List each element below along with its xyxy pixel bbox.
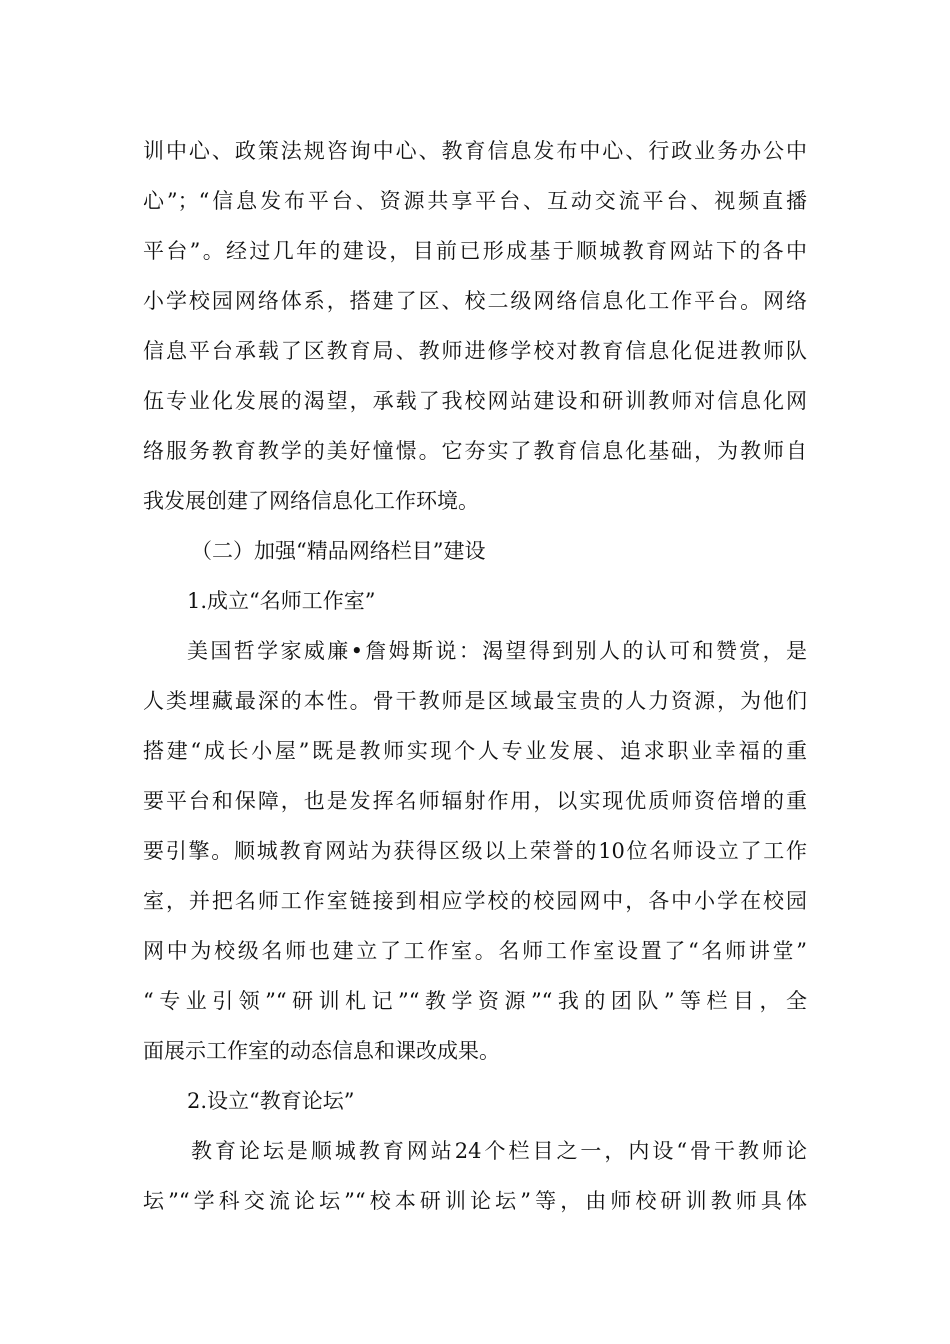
paragraph-line: 搭建“成长小屋”既是教师实现个人专业发展、追求职业幸福的重 xyxy=(143,739,807,763)
subsection-heading: 1.成立“名师工作室” xyxy=(187,589,376,613)
paragraph-line: 心”；“信息发布平台、资源共享平台、互动交流平台、视频直播 xyxy=(143,189,807,213)
paragraph-line: 美国哲学家威廉•詹姆斯说：渴望得到别人的认可和赞赏，是 xyxy=(187,639,807,663)
paragraph-line: 面展示工作室的动态信息和课改成果。 xyxy=(143,1039,500,1063)
paragraph-line: 我发展创建了网络信息化工作环境。 xyxy=(143,489,479,513)
paragraph-line: 教育论坛是顺城教育网站24个栏目之一，内设“骨干教师论 xyxy=(191,1139,807,1163)
paragraph-line: 训中心、政策法规咨询中心、教育信息发布中心、行政业务办公中 xyxy=(143,139,807,163)
paragraph-line: 平台”。经过几年的建设，目前已形成基于顺城教育网站下的各中 xyxy=(143,239,807,263)
paragraph-line: “专业引领”“研训札记”“教学资源”“我的团队”等栏目，全 xyxy=(143,989,807,1013)
paragraph-line: 伍专业化发展的渴望，承载了我校网站建设和研训教师对信息化网 xyxy=(143,389,807,413)
paragraph-line: 室，并把名师工作室链接到相应学校的校园网中，各中小学在校园 xyxy=(143,889,807,913)
paragraph-line: 要引擎。顺城教育网站为获得区级以上荣誉的10位名师设立了工作 xyxy=(143,839,807,863)
paragraph-line: 网中为校级名师也建立了工作室。名师工作室设置了“名师讲堂” xyxy=(143,939,807,963)
paragraph-line: 小学校园网络体系，搭建了区、校二级网络信息化工作平台。网络 xyxy=(143,289,807,313)
paragraph-line: 人类埋藏最深的本性。骨干教师是区域最宝贵的人力资源，为他们 xyxy=(143,689,807,713)
paragraph-line: 要平台和保障，也是发挥名师辐射作用，以实现优质师资倍增的重 xyxy=(143,789,807,813)
document-body xyxy=(143,126,807,1226)
subsection-heading: 2.设立“教育论坛” xyxy=(187,1089,355,1113)
paragraph-line: 坛”“学科交流论坛”“校本研训论坛”等，由师校研训教师具体 xyxy=(143,1189,807,1213)
paragraph-line: 络服务教育教学的美好憧憬。它夯实了教育信息化基础，为教师自 xyxy=(143,439,807,463)
paragraph-line: 信息平台承载了区教育局、教师进修学校对教育信息化促进教师队 xyxy=(143,339,807,363)
section-heading: （二）加强“精品网络栏目”建设 xyxy=(191,539,486,563)
